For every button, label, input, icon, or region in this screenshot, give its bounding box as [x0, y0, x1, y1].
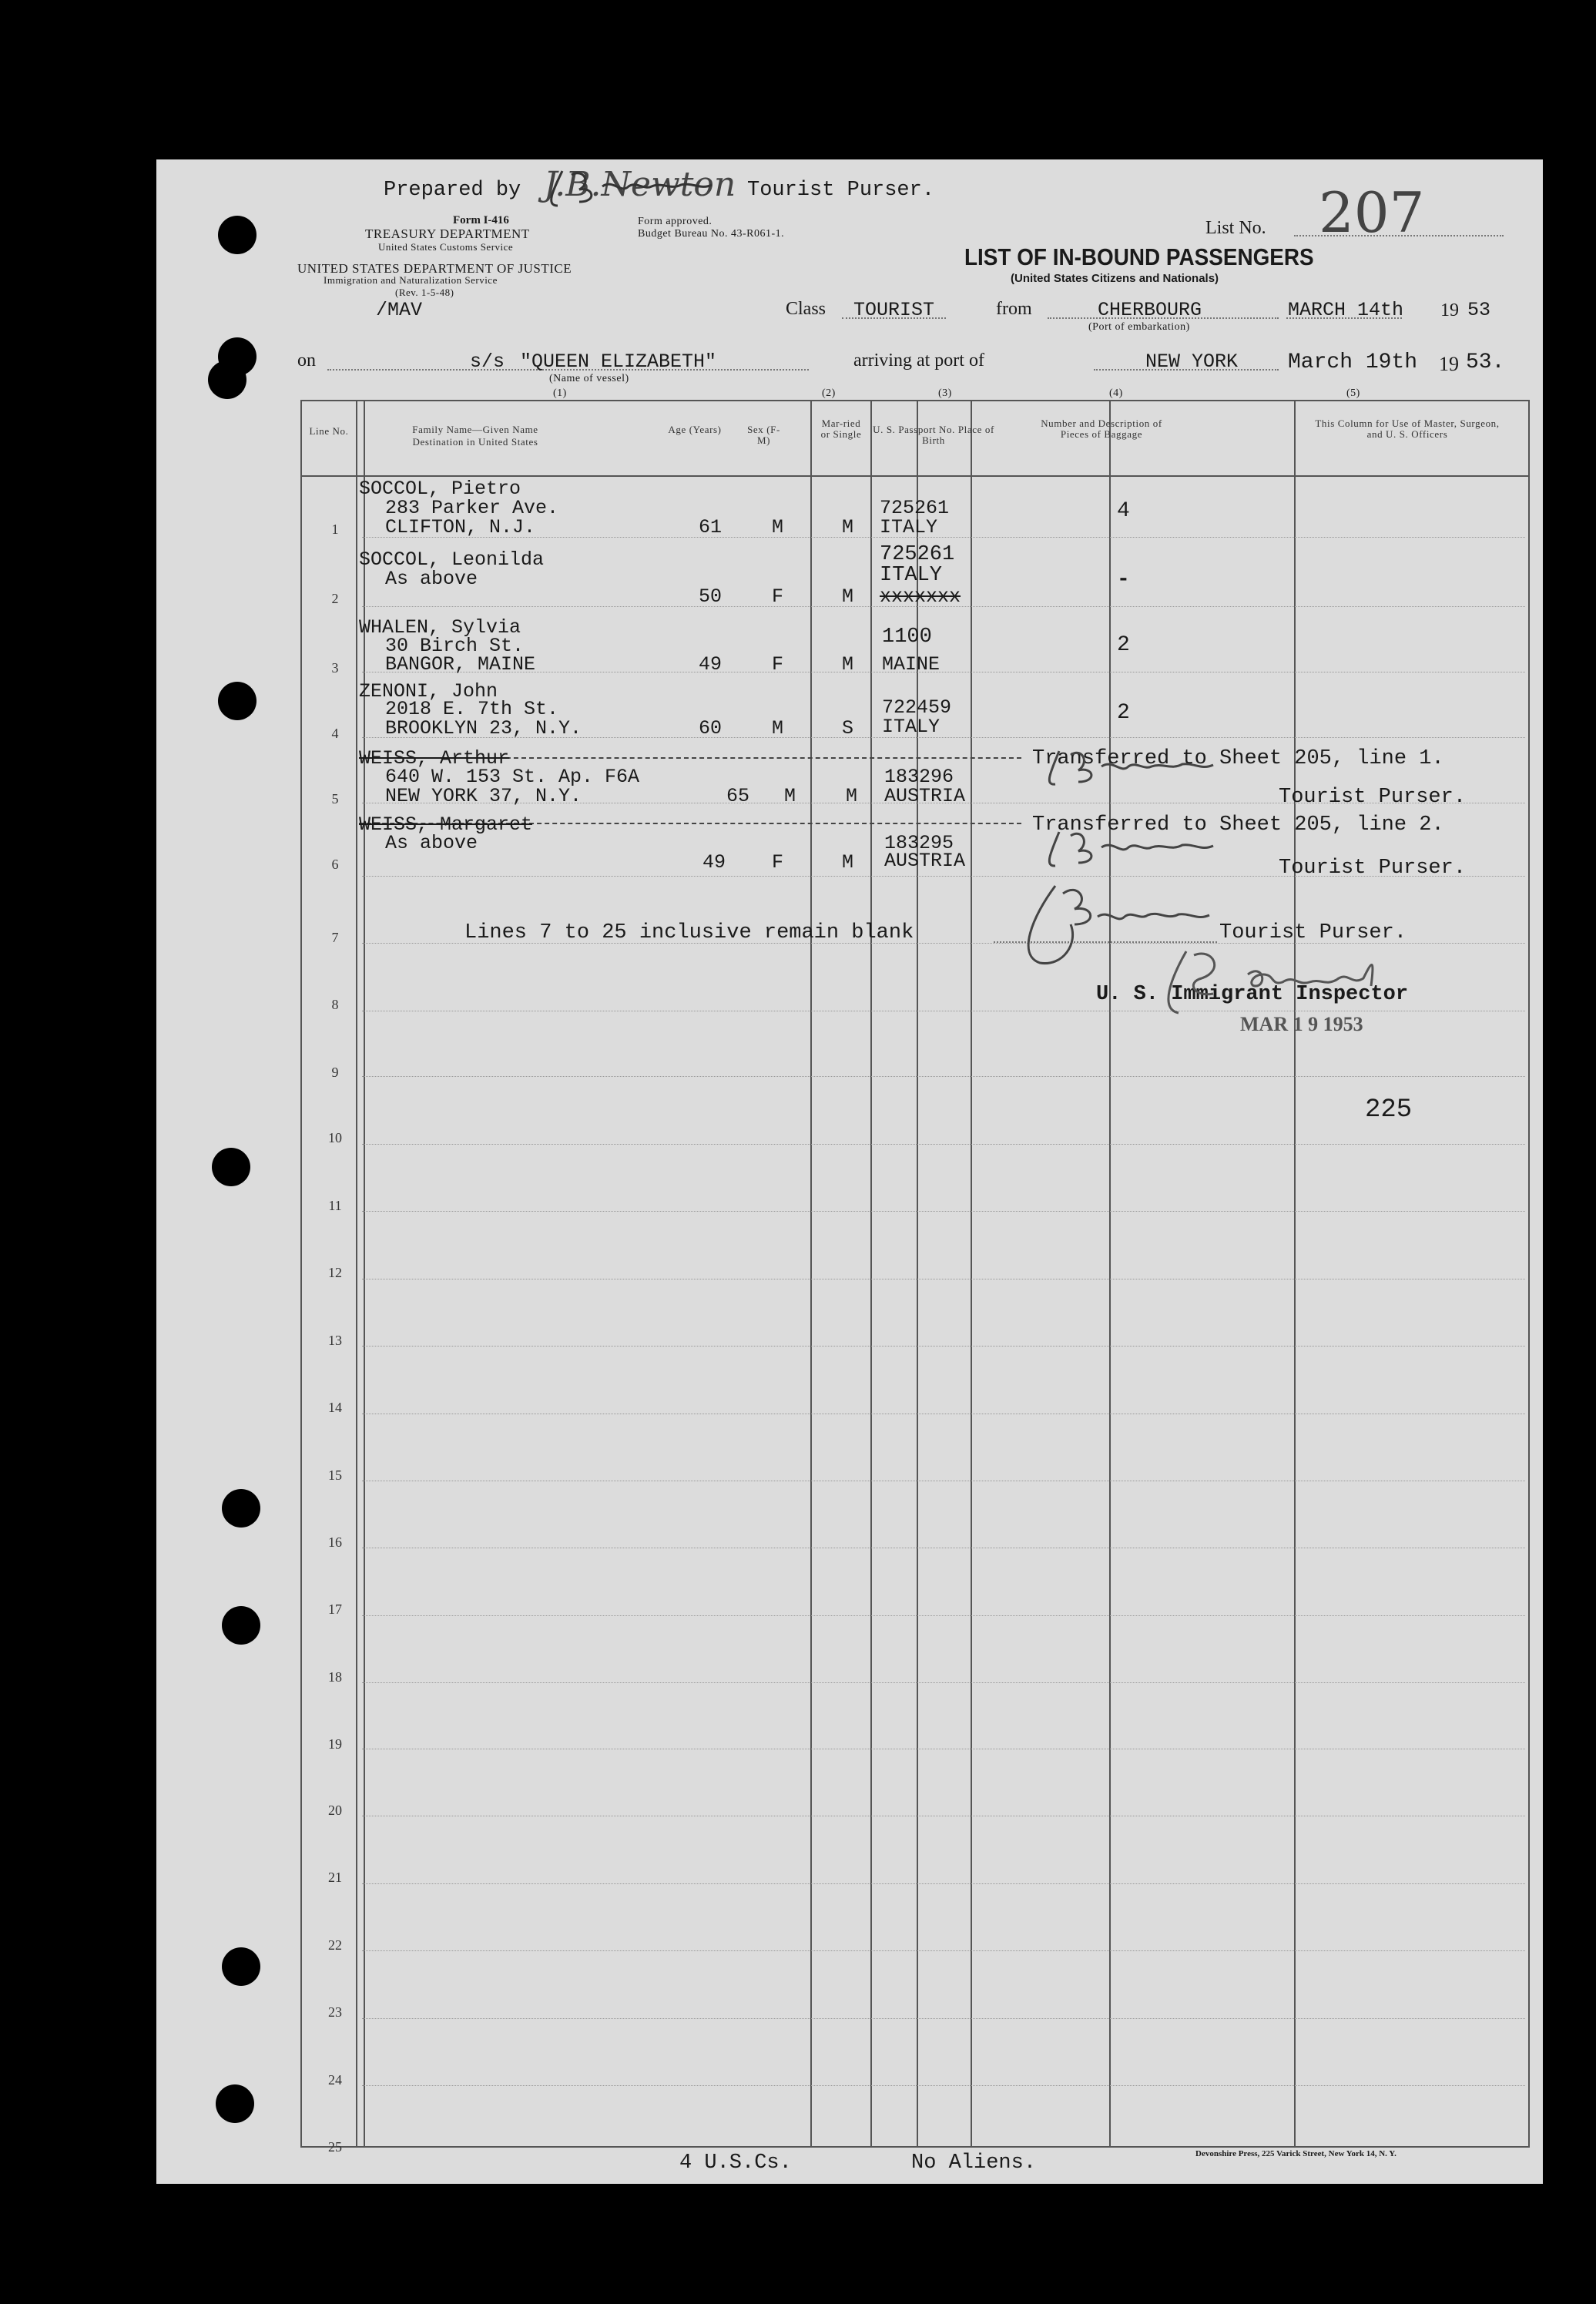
passenger-address: As above — [385, 568, 478, 590]
passenger-baggage: 2 — [1117, 701, 1130, 725]
line-number: 12 — [328, 1265, 342, 1280]
embarkation-caption: (Port of embarkation) — [1088, 321, 1190, 333]
line-number: 2 — [331, 591, 339, 606]
ins-service: Immigration and Naturalization Service — [324, 274, 498, 286]
line-number: 7 — [331, 930, 339, 945]
header-baggage: Number and Description of Pieces of Baggage — [1041, 418, 1162, 440]
passenger-city: BROOKLYN 23, N.Y. — [385, 717, 582, 739]
vessel-prefix: s/s — [470, 350, 505, 373]
passenger-sex: F — [772, 653, 784, 676]
line-number: 19 — [328, 1736, 342, 1752]
header-sex: Sex (F-M) — [747, 424, 780, 446]
form-number: Form I-416 — [453, 214, 509, 226]
row-divider — [362, 1950, 1525, 1951]
blank-lines-note: Lines 7 to 25 inclusive remain blank — [464, 921, 914, 944]
class-value: TOURIST — [853, 299, 935, 321]
line-number: 17 — [328, 1601, 342, 1617]
line-number: 10 — [328, 1130, 342, 1145]
class-label: Class — [786, 299, 826, 319]
on-label: on — [297, 350, 316, 371]
arriving-label: arriving at port of — [853, 350, 984, 371]
passenger-passport: 725261 — [880, 543, 955, 566]
row-divider — [362, 537, 1525, 538]
passenger-passport: 183295 — [884, 832, 954, 854]
vessel-caption: (Name of vessel) — [549, 373, 629, 384]
passenger-baggage: 4 — [1117, 499, 1130, 523]
customs-service: United States Customs Service — [378, 241, 514, 253]
transfer-note-title: Tourist Purser. — [1279, 786, 1467, 809]
passenger-birthplace: ITALY — [880, 516, 938, 538]
department-of-justice: UNITED STATES DEPARTMENT OF JUSTICE — [297, 261, 572, 276]
passenger-age: 49 — [699, 653, 723, 676]
line-number: 14 — [328, 1400, 342, 1415]
passenger-age: 50 — [699, 585, 723, 608]
inspector-label: U. S. Immigrant Inspector — [1096, 983, 1409, 1006]
arrival-year-prefix: 19 — [1439, 353, 1459, 375]
passenger-city: BANGOR, MAINE — [385, 653, 536, 676]
punch-hole — [212, 1148, 250, 1186]
line-number: 20 — [328, 1803, 342, 1818]
passenger-name: SOCCOL, Pietro — [359, 478, 521, 500]
line-number: 4 — [331, 726, 339, 741]
prepared-by-signature: J.B.Newton — [544, 165, 736, 204]
header-passport: U. S. Passport No. Place of Birth — [873, 424, 994, 446]
passenger-birthplace: AUSTRIA — [884, 850, 966, 872]
row-divider — [362, 2085, 1525, 2086]
line-number: 21 — [328, 1870, 342, 1885]
passenger-age: 65 — [726, 785, 750, 807]
column-number: (1) — [553, 387, 567, 399]
list-no-label: List No. — [1205, 218, 1266, 238]
embarkation-port: CHERBOURG — [1098, 299, 1202, 321]
header-name: Family Name—Given Name — [412, 424, 538, 435]
line-number: 16 — [328, 1534, 342, 1550]
passenger-married: M — [846, 785, 858, 807]
passenger-city: CLIFTON, N.J. — [385, 516, 536, 538]
passenger-passport: 722459 — [882, 696, 952, 719]
header-age: Age (Years) — [668, 424, 722, 435]
passenger-age: 61 — [699, 516, 723, 538]
line-number: 18 — [328, 1669, 342, 1685]
punch-hole — [216, 2084, 254, 2123]
passenger-birthplace: ITALY — [882, 716, 940, 738]
line-number: 13 — [328, 1333, 342, 1348]
passenger-married: M — [842, 653, 854, 676]
column-number: (2) — [822, 387, 836, 399]
passenger-address: 30 Birch St. — [385, 635, 525, 657]
punch-hole — [218, 682, 256, 720]
line-number: 23 — [328, 2004, 342, 2020]
header-married: Mar-ried or Single — [820, 418, 862, 440]
passenger-baggage: 2 — [1117, 633, 1130, 657]
revision-date: (Rev. 1-5-48) — [395, 287, 454, 298]
line-number: 9 — [331, 1065, 339, 1080]
passenger-age: 60 — [699, 717, 723, 739]
struck-birthplace: xxxxxxx — [880, 585, 961, 608]
passenger-passport: 183296 — [884, 766, 954, 788]
transfer-note-title: Tourist Purser. — [1279, 857, 1467, 880]
alien-count: No Aliens. — [911, 2151, 1037, 2175]
passenger-address: As above — [385, 832, 478, 854]
passenger-married: M — [842, 516, 854, 538]
passenger-sex: M — [772, 516, 784, 538]
embark-year: 53 — [1467, 299, 1491, 321]
passenger-address: 283 Parker Ave. — [385, 497, 559, 519]
printer-imprint: Devonshire Press, 225 Varick Street, New York 14, N. Y. — [1195, 2149, 1396, 2158]
row-divider — [362, 1346, 1525, 1347]
passenger-name: SOCCOL, Leonilda — [359, 548, 545, 571]
passenger-birthplace: MAINE — [882, 653, 940, 676]
row-divider — [362, 1144, 1525, 1145]
line-number: 8 — [331, 997, 339, 1012]
passenger-married: S — [842, 717, 854, 739]
line-number: 25 — [328, 2139, 342, 2155]
arrival-date: March 19th — [1288, 350, 1418, 374]
form-title: LIST OF IN-BOUND PASSENGERS — [964, 243, 1314, 270]
passenger-sex: M — [772, 717, 784, 739]
punch-hole — [218, 216, 256, 254]
passenger-passport: 1100 — [882, 625, 932, 649]
row-divider — [362, 1615, 1525, 1616]
passenger-city: NEW YORK 37, N.Y. — [385, 785, 582, 807]
arrival-year: 53. — [1466, 350, 1505, 374]
budget-bureau: Budget Bureau No. 43-R061-1. — [638, 228, 785, 240]
prepared-by-label: Prepared by — [384, 179, 521, 202]
blank-note-title: Tourist Purser. — [1219, 921, 1407, 944]
clerk-initials: /MAV — [376, 299, 423, 321]
embark-date: MARCH 14th — [1288, 299, 1404, 321]
transfer-note: Transferred to Sheet 205, line 1. — [1032, 747, 1444, 770]
passenger-passport: 725261 — [880, 497, 950, 519]
count-note: 225 — [1365, 1095, 1413, 1125]
passenger-sex: F — [772, 585, 784, 608]
prepared-by-title: Tourist Purser. — [747, 179, 935, 202]
passenger-birthplace: ITALY — [880, 564, 943, 587]
line-number: 22 — [328, 1937, 342, 1953]
passenger-address: 2018 E. 7th St. — [385, 698, 559, 720]
header-officers: This Column for Use of Master, Surgeon, and U. S. Officers — [1315, 418, 1500, 440]
line-number: 3 — [331, 660, 339, 676]
citizen-count: 4 U.S.Cs. — [679, 2151, 792, 2175]
line-number: 11 — [328, 1198, 342, 1213]
signature-purser-1 — [1036, 739, 1267, 793]
passenger-sex: F — [772, 851, 784, 874]
form-approved: Form approved. — [638, 216, 712, 227]
row-divider — [362, 1076, 1525, 1077]
row-divider — [362, 2018, 1525, 2019]
passenger-baggage: - — [1117, 568, 1130, 592]
from-label: from — [996, 299, 1032, 319]
line-number: 15 — [328, 1467, 342, 1483]
passenger-name: WEISS, Arthur — [359, 747, 510, 770]
vessel-name: "QUEEN ELIZABETH" — [520, 350, 717, 373]
punch-hole — [208, 361, 246, 399]
passenger-married: M — [842, 585, 854, 608]
row-divider — [362, 1682, 1525, 1683]
line-number: 1 — [331, 522, 339, 537]
line-number: 6 — [331, 857, 339, 872]
punch-hole — [222, 1606, 260, 1645]
passenger-sex: M — [784, 785, 796, 807]
column-number: (5) — [1346, 387, 1360, 399]
passenger-birthplace: AUSTRIA — [884, 785, 966, 807]
arrival-port: NEW YORK — [1145, 350, 1239, 373]
prepared-by-signature-scrawl — [539, 163, 747, 217]
form-subtitle: (United States Citizens and Nationals) — [1011, 272, 1219, 285]
passenger-married: M — [842, 851, 854, 874]
passenger-age: 49 — [702, 851, 726, 874]
passenger-address: 640 W. 153 St. Ap. F6A — [385, 766, 640, 788]
header-line-no: Line No. — [309, 425, 349, 437]
signature-inspector — [1140, 940, 1417, 1025]
passenger-name: WEISS, Margaret — [359, 813, 533, 836]
line-number: 5 — [331, 791, 339, 807]
punch-hole — [222, 1947, 260, 1986]
line-number: 24 — [328, 2072, 342, 2088]
passenger-name: WHALEN, Sylvia — [359, 616, 521, 639]
treasury-department: TREASURY DEPARTMENT — [365, 226, 530, 241]
header-destination: Destination in United States — [412, 436, 538, 448]
column-number: (4) — [1109, 387, 1123, 399]
list-no-value: 207 — [1319, 180, 1425, 245]
column-number: (3) — [938, 387, 952, 399]
passenger-name: ZENONI, John — [359, 680, 498, 703]
punch-hole — [222, 1489, 260, 1528]
embark-year-prefix: 19 — [1440, 300, 1459, 320]
row-divider — [362, 1211, 1525, 1212]
transfer-note: Transferred to Sheet 205, line 2. — [1032, 813, 1444, 837]
inspection-stamp: MAR 1 9 1953 — [1240, 1013, 1363, 1035]
row-divider — [362, 1883, 1525, 1884]
